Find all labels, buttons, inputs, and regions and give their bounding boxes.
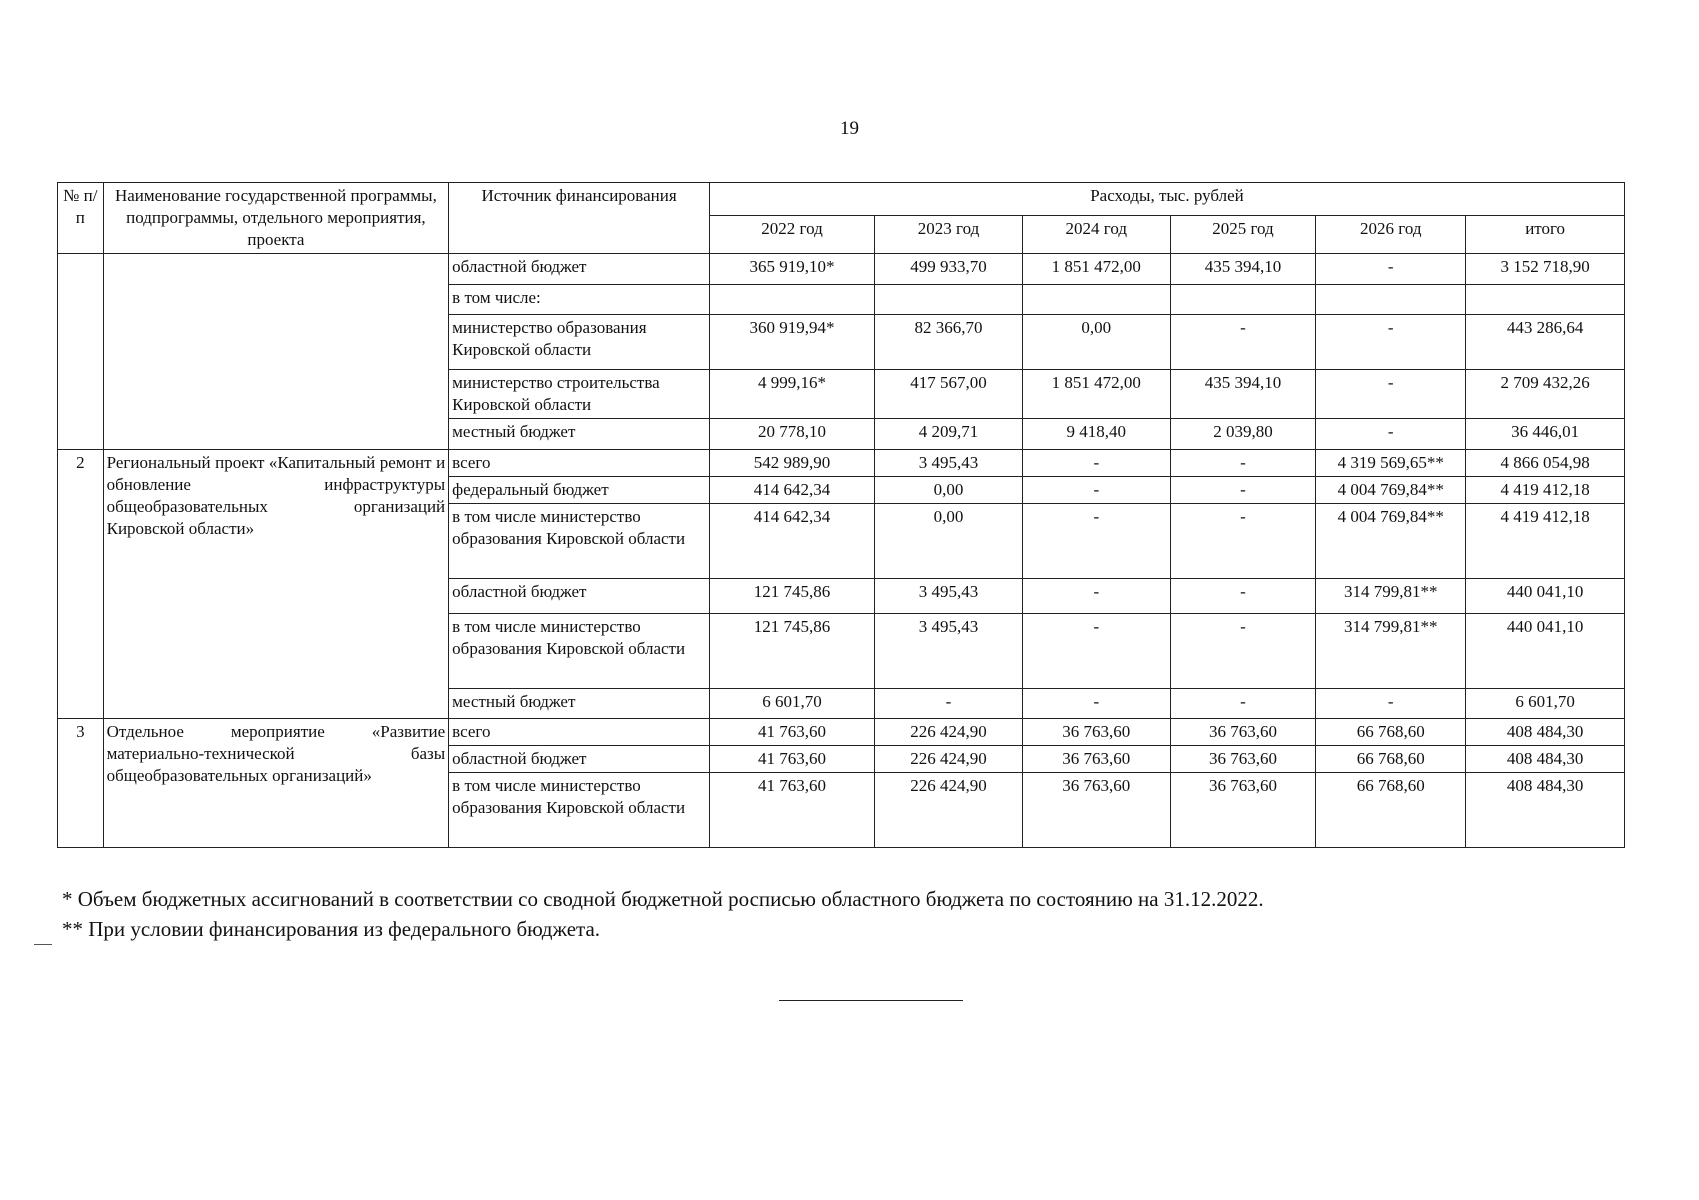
cell-value: 82 366,70	[875, 315, 1023, 370]
row-source: министерство образования Кировской области	[449, 315, 710, 370]
row-source: федеральный бюджет	[449, 477, 710, 504]
cell-value: 41 763,60	[709, 719, 874, 746]
cell-value: 4 866 054,98	[1466, 450, 1625, 477]
row-source: министерство строительства Кировской области	[449, 370, 710, 419]
header-year: 2022 год	[709, 216, 874, 254]
row-source: областной бюджет	[449, 746, 710, 773]
header-year: 2023 год	[875, 216, 1023, 254]
cell-value: 226 424,90	[875, 746, 1023, 773]
cell-value: 36 763,60	[1170, 773, 1316, 848]
cell-value: 41 763,60	[709, 746, 874, 773]
cell-value: 41 763,60	[709, 773, 874, 848]
cell-value: 443 286,64	[1466, 315, 1625, 370]
cell-value: 36 446,01	[1466, 419, 1625, 450]
cell-value: 4 004 769,84**	[1316, 477, 1466, 504]
cell-value	[1466, 285, 1625, 315]
footnote: * Объем бюджетных ассигнований в соответствии со сводной бюджетной росписью областного бюджета по состоянию на 31.12.2022.	[62, 887, 1264, 911]
cell-value: 435 394,10	[1170, 370, 1316, 419]
cell-value: 4 419 412,18	[1466, 504, 1625, 579]
cell-value: 360 919,94*	[709, 315, 874, 370]
row-source: областной бюджет	[449, 579, 710, 614]
cell-value: 66 768,60	[1316, 719, 1466, 746]
cell-value: 1 851 472,00	[1022, 370, 1170, 419]
cell-value: 2 709 432,26	[1466, 370, 1625, 419]
header-year: 2026 год	[1316, 216, 1466, 254]
cell-value: 542 989,90	[709, 450, 874, 477]
cell-value: -	[1170, 477, 1316, 504]
cell-value	[875, 285, 1023, 315]
cell-value: 499 933,70	[875, 254, 1023, 285]
cell-value: 4 004 769,84**	[1316, 504, 1466, 579]
cell-value: 36 763,60	[1022, 773, 1170, 848]
row-source: в том числе министерство образования Кировской области	[449, 773, 710, 848]
row-name	[103, 254, 449, 450]
table-row	[58, 254, 1625, 285]
stray-mark	[34, 944, 52, 945]
cell-value: 408 484,30	[1466, 719, 1625, 746]
cell-value: 2 039,80	[1170, 419, 1316, 450]
cell-value: 4 319 569,65**	[1316, 450, 1466, 477]
cell-value: -	[1022, 450, 1170, 477]
cell-value: -	[1316, 370, 1466, 419]
footnotes	[62, 884, 1264, 944]
table-row	[58, 450, 1625, 477]
row-num: 3	[58, 719, 104, 848]
cell-value: -	[1316, 419, 1466, 450]
cell-value: -	[1316, 254, 1466, 285]
cell-value: -	[1316, 689, 1466, 719]
cell-value: -	[1022, 579, 1170, 614]
header-year: 2024 год	[1022, 216, 1170, 254]
cell-value: 4 999,16*	[709, 370, 874, 419]
row-source: местный бюджет	[449, 419, 710, 450]
page-number: 19	[840, 118, 859, 139]
budget-table	[57, 182, 1625, 848]
cell-value: 314 799,81**	[1316, 614, 1466, 689]
header-expenses: Расходы, тыс. рублей	[709, 183, 1624, 216]
cell-value: 66 768,60	[1316, 746, 1466, 773]
row-source: местный бюджет	[449, 689, 710, 719]
cell-value: 408 484,30	[1466, 773, 1625, 848]
row-source: в том числе:	[449, 285, 710, 315]
header-total: итого	[1466, 216, 1625, 254]
cell-value: 0,00	[875, 504, 1023, 579]
cell-value	[709, 285, 874, 315]
cell-value: 121 745,86	[709, 614, 874, 689]
cell-value: 0,00	[1022, 315, 1170, 370]
cell-value	[1022, 285, 1170, 315]
cell-value: 36 763,60	[1022, 746, 1170, 773]
table-row	[58, 719, 1625, 746]
cell-value: 4 419 412,18	[1466, 477, 1625, 504]
cell-value: 36 763,60	[1022, 719, 1170, 746]
cell-value: 414 642,34	[709, 477, 874, 504]
row-source: в том числе министерство образования Кировской области	[449, 504, 710, 579]
cell-value: 6 601,70	[709, 689, 874, 719]
cell-value: 0,00	[875, 477, 1023, 504]
row-name: Региональный проект «Капитальный ремонт и обновление инфраструктуры общеобразовательных организаций Кировской области»	[103, 450, 449, 719]
cell-value: 226 424,90	[875, 773, 1023, 848]
cell-value: 314 799,81**	[1316, 579, 1466, 614]
cell-value: 417 567,00	[875, 370, 1023, 419]
cell-value: 435 394,10	[1170, 254, 1316, 285]
cell-value: 66 768,60	[1316, 773, 1466, 848]
header-num: № п/п	[58, 183, 104, 254]
row-name: Отдельное мероприятие «Развитие материально-технической базы общеобразовательных организаций»	[103, 719, 449, 848]
header-name: Наименование государственной программы, подпрограммы, отдельного мероприятия, проекта	[103, 183, 449, 254]
cell-value: 440 041,10	[1466, 579, 1625, 614]
cell-value: 36 763,60	[1170, 746, 1316, 773]
row-num: 2	[58, 450, 104, 719]
cell-value: 1 851 472,00	[1022, 254, 1170, 285]
row-num	[58, 254, 104, 450]
cell-value: -	[1170, 579, 1316, 614]
cell-value: -	[1170, 614, 1316, 689]
cell-value	[1170, 285, 1316, 315]
cell-value: -	[1170, 504, 1316, 579]
cell-value: -	[1170, 689, 1316, 719]
cell-value: 408 484,30	[1466, 746, 1625, 773]
cell-value: 4 209,71	[875, 419, 1023, 450]
cell-value: 365 919,10*	[709, 254, 874, 285]
end-rule	[779, 1000, 963, 1001]
row-source: всего	[449, 450, 710, 477]
cell-value: -	[1170, 315, 1316, 370]
cell-value: -	[1022, 504, 1170, 579]
cell-value: 440 041,10	[1466, 614, 1625, 689]
header-year: 2025 год	[1170, 216, 1316, 254]
row-source: всего	[449, 719, 710, 746]
cell-value: 226 424,90	[875, 719, 1023, 746]
cell-value: 36 763,60	[1170, 719, 1316, 746]
cell-value: 3 152 718,90	[1466, 254, 1625, 285]
row-source: областной бюджет	[449, 254, 710, 285]
cell-value: 3 495,43	[875, 579, 1023, 614]
cell-value: -	[1316, 315, 1466, 370]
cell-value: -	[1022, 689, 1170, 719]
cell-value: -	[1170, 450, 1316, 477]
header-source: Источник финансирования	[449, 183, 710, 254]
cell-value: 3 495,43	[875, 614, 1023, 689]
cell-value: -	[1022, 614, 1170, 689]
cell-value: -	[1022, 477, 1170, 504]
cell-value: 3 495,43	[875, 450, 1023, 477]
cell-value: 6 601,70	[1466, 689, 1625, 719]
cell-value: -	[875, 689, 1023, 719]
footnote: ** При условии финансирования из федерального бюджета.	[62, 917, 601, 941]
cell-value: 414 642,34	[709, 504, 874, 579]
cell-value: 9 418,40	[1022, 419, 1170, 450]
cell-value	[1316, 285, 1466, 315]
cell-value: 20 778,10	[709, 419, 874, 450]
cell-value: 121 745,86	[709, 579, 874, 614]
row-source: в том числе министерство образования Кировской области	[449, 614, 710, 689]
